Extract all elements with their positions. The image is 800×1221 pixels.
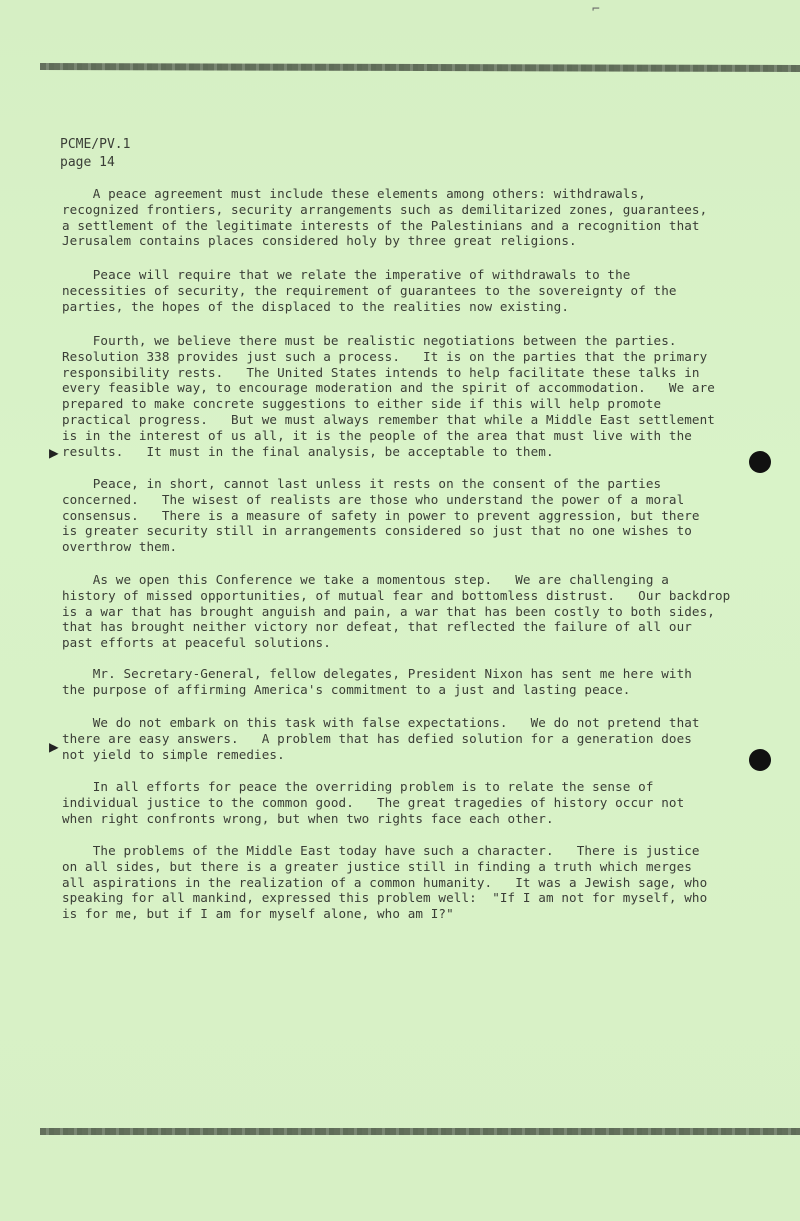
page-number: page 14 [60,155,115,170]
punch-hole-icon [749,451,771,473]
top-edge-line [40,63,800,72]
text-line: necessities of security, the requirement of guarantees to the sovereignty of the [62,282,677,298]
text-line: the purpose of affirming America's commitment to a just and lasting peace. [62,681,631,697]
text-line: when right confronts wrong, but when two rights face each other. [62,810,554,826]
margin-arrow-icon: ▶ [49,737,59,756]
text-line: recognized frontiers, security arrangements such as demilitarized zones, guarantees, [62,201,708,217]
paragraph-middle-east [62,843,752,922]
text-line: is greater security still in arrangements considered so just that no one wishes to [62,523,692,539]
document-reference: PCME/PV.1 [60,137,131,152]
stray-mark: ⌐ [592,2,600,17]
text-line: individual justice to the common good. The great tragedies of history occur not [62,794,685,810]
text-line: every feasible way, to encourage moderation and the spirit of accommodation. We are [62,380,715,396]
text-line: We do not embark on this task with false expectations. We do not pretend that [62,715,700,730]
text-line: Peace, in short, cannot last unless it rests on the consent of the parties [62,476,662,491]
text-line: A peace agreement must include these elements among others: withdrawals, [62,186,646,201]
text-line: is a war that has brought anguish and pain, a war that has been costly to both sides, [62,603,715,619]
paragraph-negotiations [62,333,752,459]
text-line: concerned. The wisest of realists are those who understand the power of a moral [62,491,685,507]
text-line: on all sides, but there is a greater justice still in finding a truth which merges [62,858,692,874]
text-line: is for me, but if I am for myself alone, who am I?" [62,906,454,922]
paragraph-consent [62,476,752,555]
paragraph-peace-elements [62,186,752,249]
text-line: Mr. Secretary-General, fellow delegates, President Nixon has sent me here with [62,666,692,681]
text-line: Resolution 338 provides just such a process. It is on the parties that the primary [62,348,708,364]
text-line: consensus. There is a measure of safety in power to prevent aggression, but there [62,507,700,523]
text-line: a settlement of the legitimate interests of the Palestinians and a recognition that [62,217,700,233]
paragraph-withdrawals [62,267,752,314]
text-line: not yield to simple remedies. [62,746,285,762]
text-line: Fourth, we believe there must be realistic negotiations between the parties. [62,333,677,348]
text-line: practical progress. But we must always remember that while a Middle East settlement [62,411,715,427]
text-line: past efforts at peaceful solutions. [62,635,331,651]
text-line: history of missed opportunities, of mutual fear and bottomless distrust. Our backdrop [62,587,731,603]
paragraph-expectations [62,715,752,762]
text-line: The problems of the Middle East today have such a character. There is justice [62,843,700,858]
text-line: overthrow them. [62,539,178,555]
text-line: that has brought neither victory nor defeat, that reflected the failure of all our [62,619,692,635]
paragraph-nixon [62,666,752,698]
document-header [60,136,130,172]
paragraph-justice [62,779,752,826]
margin-arrow-icon: ▶ [49,443,59,462]
paragraph-conference [62,572,752,651]
text-line: In all efforts for peace the overriding problem is to relate the sense of [62,779,654,794]
text-line: speaking for all mankind, expressed this problem well: "If I am not for myself, who [62,890,708,906]
text-line: all aspirations in the realization of a common humanity. It was a Jewish sage, who [62,874,708,890]
text-line: there are easy answers. A problem that has defied solution for a generation does [62,730,692,746]
text-line: As we open this Conference we take a momentous step. We are challenging a [62,572,669,587]
text-line: Peace will require that we relate the imperative of withdrawals to the [62,267,631,282]
text-line: prepared to make concrete suggestions to either side if this will help promote [62,396,662,412]
text-line: responsibility rests. The United States intends to help facilitate these talks in [62,364,700,380]
bottom-edge-line [40,1128,800,1135]
text-line: is in the interest of us all, it is the people of the area that must live with the [62,427,692,443]
text-line: parties, the hopes of the displaced to the realities now existing. [62,298,570,314]
text-line: results. It must in the final analysis, be acceptable to them. [62,443,554,459]
text-line: Jerusalem contains places considered holy by three great religions. [62,233,577,249]
punch-hole-icon [749,749,771,771]
